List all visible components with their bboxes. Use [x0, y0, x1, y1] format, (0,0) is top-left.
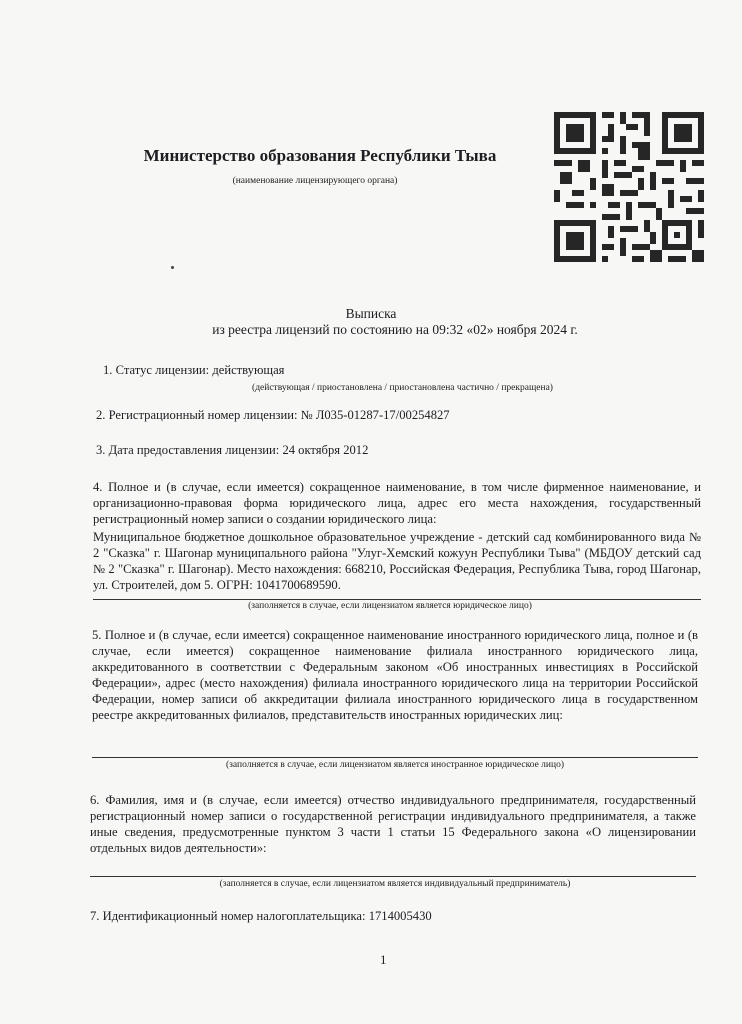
registration-number-label: 2. Регистрационный номер лицензии: [96, 408, 298, 422]
foreign-entity-underline [92, 757, 698, 758]
page-number: 1 [380, 952, 387, 967]
document-subtitle: из реестра лицензий по состоянию на 09:32 «02» ноября 2024 г. [212, 322, 578, 337]
document-title: Выписка [345, 306, 397, 321]
scan-speck [171, 266, 174, 269]
entrepreneur-caption: (заполняется в случае, если лицензиатом является индивидуальный предприниматель) [219, 879, 571, 889]
taxpayer-id [90, 908, 690, 924]
issue-date-value: 24 октября 2012 [282, 443, 369, 457]
legal-entity-caption: (заполняется в случае, если лицензиатом является юридическое лицо) [248, 601, 532, 611]
ministry-caption: (наименование лицензирующего органа) [232, 176, 398, 186]
issue-date-label: 3. Дата предоставления лицензии: [96, 443, 280, 457]
entrepreneur-underline [90, 876, 696, 877]
registration-number-value: № Л035-01287-17/00254827 [300, 408, 450, 422]
foreign-entity-caption: (заполняется в случае, если лицензиатом является иностранное юридическое лицо) [226, 760, 564, 770]
license-status-value: действующая [212, 363, 285, 377]
legal-entity-value: Муниципальное бюджетное дошкольное образовательное учреждение - детский сад комбинированного вида № 2 "Сказка" г. Шагонар муниципального района "Улуг-Хемский кожуун Республики Тыва" (МБДОУ детский сад № 2 "Сказка" г. Шагонар). Место нахождения: 668210, Российская Федерация, Республика Тыва, город Шагонар, ул. Строителей, дом 5. ОГРН: 1041700689590. [93, 530, 701, 592]
registration-number [96, 407, 696, 423]
ministry-name: Министерство образования Республики Тыва [143, 146, 497, 165]
taxpayer-id-value: 1714005430 [368, 909, 432, 923]
issue-date [96, 442, 696, 458]
qr-code-icon [548, 106, 710, 268]
taxpayer-id-label: 7. Идентификационный номер налогоплательщика: [90, 909, 366, 923]
license-status-caption: (действующая / приостановлена / приостановлена частично / прекращена) [252, 383, 553, 393]
legal-entity-underline [93, 599, 701, 600]
legal-entity-text: 4. Полное и (в случае, если имеется) сокращенное наименование, в том числе фирменное наименование, и организационно-правовая форма юридического лица, адрес его места нахождения, государственный регистрационный номер записи о создании юридического лица: [93, 480, 701, 526]
foreign-entity-text: 5. Полное и (в случае, если имеется) сокращенное наименование иностранного юридического лица, полное и (в случае, если имеется) сокращенное наименование филиала иностранного юридического лица, аккредитованного в соответствии с Федеральным законом «Об иностранных инвестициях в Российской Федерации», адрес (место нахождения) филиала иностранного юридического лица на территории Российской Федерации, номер записи об аккредитации филиала иностранного юридического лица в государственном реестре аккредитованных филиалов, представительств иностранных юридических лиц: [92, 628, 698, 722]
license-status [103, 362, 284, 378]
entrepreneur-text: 6. Фамилия, имя и (в случае, если имеется) отчество индивидуального предпринимателя, государственный регистрационный номер записи о государственной регистрации индивидуального предпринимателя, а также иные сведения, предусмотренные пунктом 3 части 1 статьи 15 Федерального закона «О лицензировании отдельных видов деятельности»: [90, 793, 696, 855]
license-status-label: 1. Статус лицензии: [103, 363, 210, 377]
